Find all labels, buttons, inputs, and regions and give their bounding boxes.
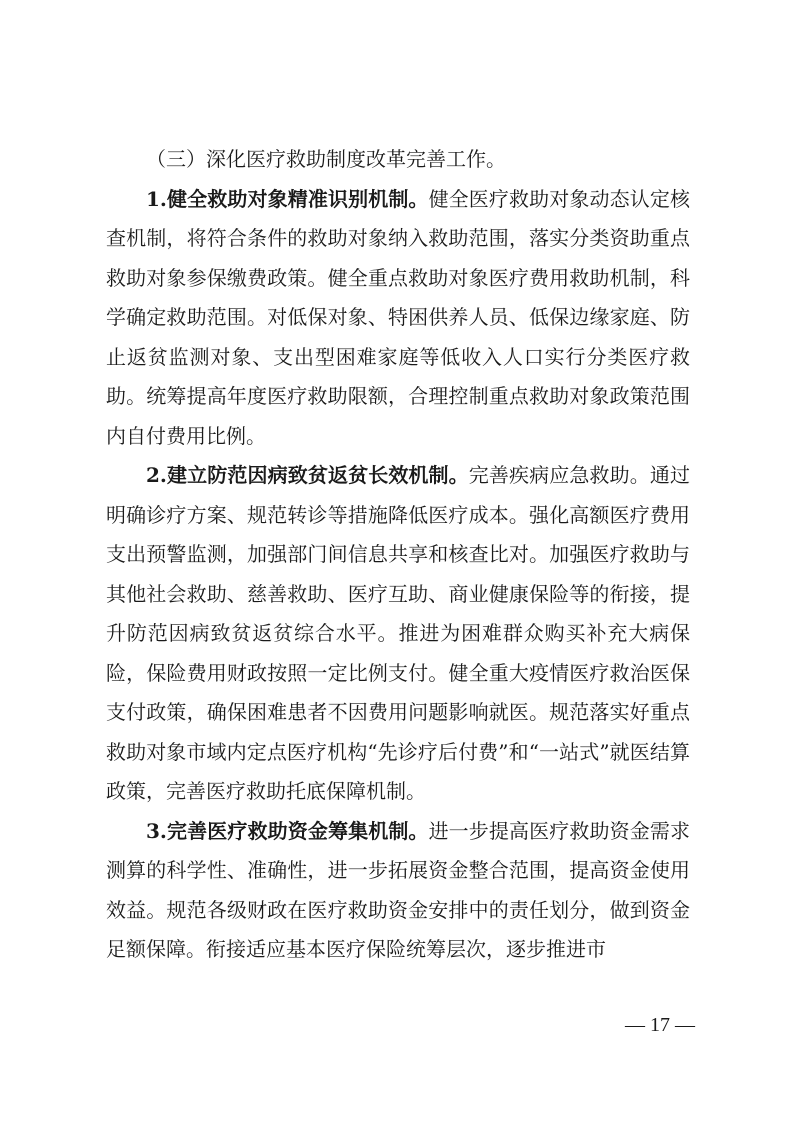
paragraph-3 — [106, 812, 690, 970]
paragraph-1-lead: 1.健全救助对象精准识别机制。 — [146, 186, 429, 211]
paragraph-1-text: 健全医疗救助对象动态认定核查机制，将符合条件的救助对象纳入救助范围，落实分类资助重点救助对象参保缴费政策。健全重点救助对象医疗费用救助机制，科学确定救助范围。对低保对象、特困供养人员、低保边缘家庭、防止返贫监测对象、支出型困难家庭等低收入人口实行分类医疗救助。统筹提高年度医疗救助限额，合理控制重点救助对象政策范围内自付费用比例。 — [106, 186, 690, 448]
document-body — [106, 140, 690, 970]
paragraph-3-text: 进一步提高医疗救助资金需求测算的科学性、准确性，进一步拓展资金整合范围，提高资金使用效益。规范各级财政在医疗救助资金安排中的责任划分，做到资金足额保障。衔接适应基本医疗保险统筹层次，逐步推进市 — [106, 818, 690, 961]
page-number: — 17 — — [625, 1014, 695, 1036]
paragraph-2-text: 完善疾病应急救助。通过明确诊疗方案、规范转诊等措施降低医疗成本。强化高额医疗费用支出预警监测，加强部门间信息共享和核查比对。加强医疗救助与其他社会救助、慈善救助、医疗互助、商业健康保险等的衔接，提升防范因病致贫返贫综合水平。推进为困难群众购买补充大病保险，保险费用财政按照一定比例支付。健全重大疫情医疗救治医保支付政策，确保困难患者不因费用问题影响就医。规范落实好重点救助对象市域内定点医疗机构“先诊疗后付费”和“一站式”就医结算政策，完善医疗救助托底保障机制。 — [106, 463, 690, 803]
paragraph-2 — [106, 456, 690, 812]
paragraph-3-lead: 3.完善医疗救助资金筹集机制。 — [146, 818, 429, 843]
paragraph-2-lead: 2.建立防范因病致贫返贫长效机制。 — [146, 463, 469, 487]
paragraph-1 — [106, 180, 690, 457]
section-heading: （三）深化医疗救助制度改革完善工作。 — [146, 147, 506, 171]
